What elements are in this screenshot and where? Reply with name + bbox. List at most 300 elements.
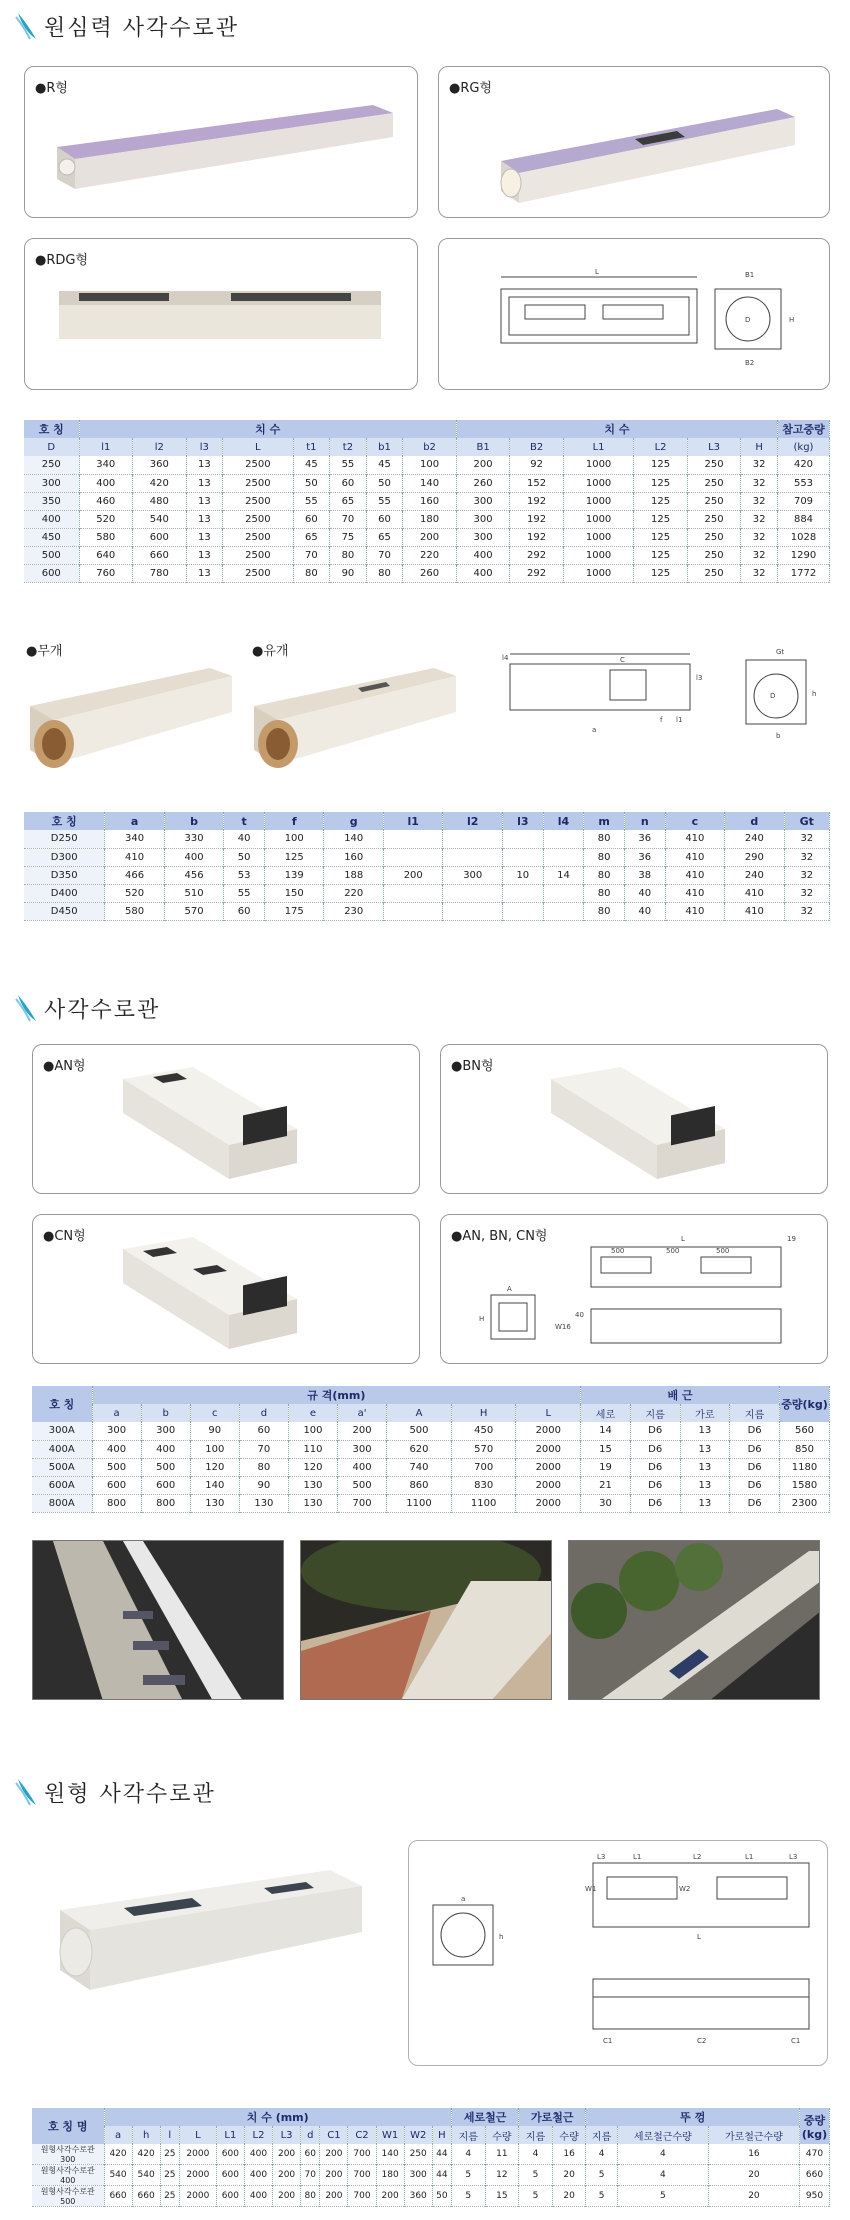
- col-header: h: [132, 2126, 160, 2144]
- table-cell: 300: [92, 1422, 141, 1440]
- table-cell: 125: [634, 528, 688, 546]
- rdg-channel-image: [41, 283, 401, 383]
- r-channel-image: [43, 87, 403, 207]
- svg-text:H: H: [789, 316, 795, 324]
- table-cell: 600A: [32, 1476, 92, 1494]
- table-cell: 400: [244, 2165, 272, 2186]
- svg-text:l1: l1: [676, 716, 683, 724]
- svg-text:L3: L3: [597, 1853, 606, 1861]
- svg-text:C: C: [620, 656, 625, 664]
- svg-text:D: D: [745, 316, 751, 324]
- table-cell: 20: [552, 2186, 586, 2207]
- table-cell: [543, 902, 584, 920]
- table-cell: 400: [92, 1440, 141, 1458]
- table-cell: 15: [485, 2186, 519, 2207]
- table-cell: 65: [330, 492, 367, 510]
- table-cell: 360: [404, 2186, 432, 2207]
- table-cell: 456: [164, 866, 224, 884]
- table-cell: 32: [741, 564, 778, 582]
- table-cell: 32: [784, 884, 829, 902]
- table-cell: 660: [132, 2186, 160, 2207]
- drawing-card-cn: [440, 1214, 828, 1364]
- table-cell: 410: [105, 848, 165, 866]
- table-cell: 80: [584, 866, 625, 884]
- table-cell: 130: [239, 1494, 288, 1512]
- col-header: t: [224, 812, 265, 830]
- table-cell: 200: [273, 2144, 301, 2165]
- table-cell: 12: [485, 2165, 519, 2186]
- svg-text:19: 19: [787, 1235, 796, 1243]
- col-header: C1: [320, 2126, 348, 2144]
- table-cell: 410: [725, 902, 785, 920]
- table-cell: 220: [324, 884, 384, 902]
- table-cell: 32: [784, 902, 829, 920]
- svg-text:l3: l3: [696, 674, 703, 682]
- table-cell: 5: [451, 2165, 485, 2186]
- table-cell: 540: [132, 2165, 160, 2186]
- svg-text:W2: W2: [679, 1885, 691, 1893]
- table-cell: 1000: [563, 510, 633, 528]
- product-label: ●CN형: [43, 1229, 86, 1244]
- table-row: [24, 474, 830, 492]
- table-cell: 80: [239, 1458, 288, 1476]
- table-cell: 60: [293, 510, 330, 528]
- table-cell: [502, 848, 543, 866]
- table-cell: 140: [190, 1476, 239, 1494]
- table-cell: 250: [687, 492, 741, 510]
- table-cell: 300: [456, 492, 510, 510]
- col-header: c: [190, 1404, 239, 1422]
- table-cell: 400: [164, 848, 224, 866]
- table-cell: 850: [780, 1440, 830, 1458]
- product-card-bn: [440, 1044, 828, 1194]
- table-cell: D300: [24, 848, 105, 866]
- table-cell: [383, 884, 443, 902]
- table-cell: 950: [800, 2186, 830, 2207]
- table-cell: 553: [778, 474, 830, 492]
- table-cell: 200: [320, 2165, 348, 2186]
- table-cell: 25: [160, 2186, 179, 2207]
- table-cell: 400: [141, 1440, 190, 1458]
- table-cell: D250: [24, 830, 105, 848]
- table-cell: 580: [79, 528, 133, 546]
- col-header: 가로철근수량: [708, 2126, 799, 2144]
- svg-text:Gt: Gt: [776, 648, 785, 656]
- table-cell: 1000: [563, 456, 633, 474]
- section-title-1: [14, 8, 239, 44]
- table-cell: 410: [665, 848, 725, 866]
- table-cell: 80: [366, 564, 403, 582]
- table-cell: 50: [293, 474, 330, 492]
- table-cell: 125: [634, 564, 688, 582]
- table-cell: D6: [630, 1422, 680, 1440]
- table-cell: 410: [665, 866, 725, 884]
- col-header: L2: [634, 438, 688, 456]
- table-cell: 292: [510, 564, 564, 582]
- col-header: e: [288, 1404, 337, 1422]
- table-cell: 140: [324, 830, 384, 848]
- swoosh-icon: [14, 1777, 40, 1807]
- table-cell: 800: [141, 1494, 190, 1512]
- table-cell: [443, 848, 503, 866]
- svg-text:L: L: [681, 1235, 685, 1243]
- table-cell: 13: [186, 564, 223, 582]
- table-cell: 13: [186, 546, 223, 564]
- table-cell: 500A: [32, 1458, 92, 1476]
- table-cell: 300: [456, 528, 510, 546]
- table-cell: D6: [730, 1494, 780, 1512]
- col-header: b: [141, 1404, 190, 1422]
- svg-text:B2: B2: [745, 359, 755, 367]
- product-label: ●AN형: [43, 1059, 86, 1074]
- table-row: [24, 546, 830, 564]
- table-cell: 19: [581, 1458, 631, 1476]
- label-mugae: ●무개: [26, 644, 63, 659]
- table-cell: 45: [366, 456, 403, 474]
- table-cell: 830: [451, 1476, 516, 1494]
- table-row: [32, 1440, 830, 1458]
- table-cell: 460: [79, 492, 133, 510]
- table-cell: 100: [288, 1422, 337, 1440]
- table-cell: 36: [624, 848, 665, 866]
- svg-text:H: H: [479, 1315, 485, 1323]
- table-cell: 400: [244, 2144, 272, 2165]
- col-header: l1: [383, 812, 443, 830]
- table-cell: 192: [510, 528, 564, 546]
- table-cell: 400: [24, 510, 79, 528]
- table-cell: 300: [404, 2165, 432, 2186]
- col-header: 수량: [485, 2126, 519, 2144]
- table-row: [32, 1458, 830, 1476]
- table-cell: 16: [552, 2144, 586, 2165]
- table-row: [24, 866, 830, 884]
- table-cell: 60: [301, 2144, 320, 2165]
- svg-text:l4: l4: [502, 654, 509, 662]
- table-cell: 32: [784, 830, 829, 848]
- table-cell: 520: [105, 884, 165, 902]
- col-header: b2: [403, 438, 457, 456]
- table-cell: 70: [366, 546, 403, 564]
- bn-channel-image: [541, 1059, 781, 1189]
- col-header: a: [92, 1404, 141, 1422]
- table-cell: 60: [239, 1422, 288, 1440]
- col-group-dim: 치 수 (mm): [104, 2108, 451, 2126]
- table-cell: 250: [687, 546, 741, 564]
- table-cell: 570: [164, 902, 224, 920]
- svg-text:500: 500: [716, 1247, 730, 1255]
- yugae-channel-image: [248, 660, 468, 780]
- svg-text:L: L: [595, 268, 599, 276]
- col-header: a': [338, 1404, 387, 1422]
- table-cell: 80: [584, 830, 625, 848]
- table-cell: 4: [519, 2144, 553, 2165]
- table-row: [24, 456, 830, 474]
- table-cell: D6: [730, 1440, 780, 1458]
- table-cell: 50: [366, 474, 403, 492]
- table-cell: [383, 830, 443, 848]
- col-header-weight: 참고중량: [778, 420, 830, 438]
- table-cell: 125: [264, 848, 324, 866]
- table-cell: 13: [186, 492, 223, 510]
- table-cell: 125: [634, 474, 688, 492]
- table-cell: 700: [338, 1494, 387, 1512]
- table-cell: 780: [133, 564, 187, 582]
- table-cell: 2500: [223, 528, 293, 546]
- svg-text:b: b: [776, 732, 781, 740]
- table-cell: 180: [376, 2165, 404, 2186]
- table-row: [32, 1422, 830, 1440]
- table-cell: 540: [104, 2165, 132, 2186]
- table-cell: 20: [708, 2186, 799, 2207]
- table-cell: 760: [79, 564, 133, 582]
- col-header: L3: [687, 438, 741, 456]
- section-title-text: 원형 사각수로관: [44, 1781, 216, 1807]
- table-cell: 230: [324, 902, 384, 920]
- table-cell: 140: [376, 2144, 404, 2165]
- svg-text:40: 40: [575, 1311, 584, 1319]
- col-header-name: 호 칭: [32, 1386, 92, 1422]
- col-header: g: [324, 812, 384, 830]
- table-cell: 60: [224, 902, 265, 920]
- table-cell: 4: [586, 2144, 617, 2165]
- col-header: 지름: [519, 2126, 553, 2144]
- svg-text:500: 500: [611, 1247, 625, 1255]
- col-header: C2: [348, 2126, 376, 2144]
- channel-drawing-1b: [500, 640, 830, 750]
- table-cell: D6: [730, 1458, 780, 1476]
- table-cell: 600: [216, 2144, 244, 2165]
- table-cell: 300A: [32, 1422, 92, 1440]
- table-cell: 36: [624, 830, 665, 848]
- table-cell: [383, 902, 443, 920]
- table-cell: 2000: [516, 1422, 581, 1440]
- table-cell: 340: [79, 456, 133, 474]
- col-header: l1: [79, 438, 133, 456]
- product-card-an: [32, 1044, 420, 1194]
- table-cell: 70: [301, 2165, 320, 2186]
- table-cell: 200: [456, 456, 510, 474]
- col-header: H: [741, 438, 778, 456]
- svg-text:a: a: [461, 1895, 466, 1903]
- table-row: [24, 528, 830, 546]
- section-title-2: [14, 990, 160, 1026]
- table-cell: 400A: [32, 1440, 92, 1458]
- table-cell: 70: [239, 1440, 288, 1458]
- table-cell: 600: [133, 528, 187, 546]
- col-header: l4: [543, 812, 584, 830]
- col-header: L1: [563, 438, 633, 456]
- table-cell: 1000: [563, 528, 633, 546]
- table-cell: 400: [79, 474, 133, 492]
- table-cell: 2000: [179, 2144, 216, 2165]
- table-cell: 660: [133, 546, 187, 564]
- table-cell: D6: [730, 1422, 780, 1440]
- table-row: [24, 492, 830, 510]
- table-cell: 45: [293, 456, 330, 474]
- svg-text:f: f: [660, 716, 663, 724]
- table-cell: 2000: [179, 2165, 216, 2186]
- svg-text:L1: L1: [633, 1853, 642, 1861]
- col-header: 세로: [581, 1404, 631, 1422]
- col-header: t2: [330, 438, 367, 456]
- table-cell: 420: [778, 456, 830, 474]
- svg-text:C1: C1: [791, 2037, 801, 2045]
- table-cell: 192: [510, 492, 564, 510]
- label-yugae: ●유개: [252, 644, 289, 659]
- product-label: ●BN형: [451, 1059, 494, 1074]
- table-cell: 620: [387, 1440, 452, 1458]
- table-cell: 2500: [223, 564, 293, 582]
- svg-text:B1: B1: [745, 271, 755, 279]
- col-header: a: [105, 812, 165, 830]
- col-header: l: [160, 2126, 179, 2144]
- table-cell: 2500: [223, 492, 293, 510]
- table-cell: 500: [387, 1422, 452, 1440]
- col-header-name: 호 칭: [24, 420, 79, 438]
- table-cell: 110: [288, 1440, 337, 1458]
- table-cell: 20: [552, 2165, 586, 2186]
- table-cell: 260: [403, 564, 457, 582]
- table-row: [24, 902, 830, 920]
- table-cell: 250: [687, 474, 741, 492]
- table-cell: 660: [800, 2165, 830, 2186]
- svg-text:C2: C2: [697, 2037, 707, 2045]
- table-row: [32, 2144, 830, 2165]
- table-cell: 540: [133, 510, 187, 528]
- drawing-card-r: [438, 238, 830, 390]
- table-cell: 420: [132, 2144, 160, 2165]
- table-cell: [502, 884, 543, 902]
- table-cell: 139: [264, 866, 324, 884]
- table-cell: D450: [24, 902, 105, 920]
- table-cell: 470: [800, 2144, 830, 2165]
- col-header: f: [264, 812, 324, 830]
- rg-channel-image: [459, 91, 819, 211]
- table-cell: 700: [451, 1458, 516, 1476]
- col-group-spec: 규 격(mm): [92, 1386, 581, 1404]
- section-title-3: [14, 1774, 216, 1810]
- col-header-name-sub: D: [24, 438, 79, 456]
- table-cell: 25: [160, 2165, 179, 2186]
- table-cell: 14: [581, 1422, 631, 1440]
- table-cell: D6: [630, 1476, 680, 1494]
- col-header: 호 칭: [24, 812, 105, 830]
- col-header: L1: [216, 2126, 244, 2144]
- col-header: A: [387, 1404, 452, 1422]
- table-cell: 32: [784, 848, 829, 866]
- table-cell: [543, 848, 584, 866]
- col-header: l2: [443, 812, 503, 830]
- col-header: 세로철근수량: [617, 2126, 708, 2144]
- table-cell: 200: [273, 2165, 301, 2186]
- table-cell: 80: [293, 564, 330, 582]
- table-cell: 55: [330, 456, 367, 474]
- col-header-weight: 중량(kg): [780, 1386, 830, 1422]
- table-row: [32, 2186, 830, 2207]
- table-cell: 660: [104, 2186, 132, 2207]
- cn-channel-image: [113, 1229, 353, 1359]
- table-cell: [543, 830, 584, 848]
- col-header: W2: [404, 2126, 432, 2144]
- table-cell: 400: [456, 564, 510, 582]
- col-header: 지름: [730, 1404, 780, 1422]
- table-cell: 38: [624, 866, 665, 884]
- table-cell: [383, 848, 443, 866]
- table-cell: 40: [624, 884, 665, 902]
- table-cell: 32: [741, 456, 778, 474]
- table-cell: 500: [141, 1458, 190, 1476]
- col-group-v-rebar: 세로철근: [451, 2108, 518, 2126]
- svg-text:D: D: [770, 692, 776, 700]
- table-row: [24, 510, 830, 528]
- table-cell: 원형사각수로관 300: [32, 2144, 104, 2165]
- table-cell: 200: [320, 2144, 348, 2165]
- table-row: [24, 848, 830, 866]
- table-cell: 300: [456, 510, 510, 528]
- svg-text:L3: L3: [789, 1853, 798, 1861]
- col-group-dim-b: 치 수: [456, 420, 777, 438]
- table-cell: 20: [708, 2165, 799, 2186]
- table-cell: 240: [725, 866, 785, 884]
- table-cell: 70: [293, 546, 330, 564]
- spec-table-4: [32, 2108, 830, 2207]
- table-cell: 1000: [563, 492, 633, 510]
- col-header: l3: [502, 812, 543, 830]
- table-cell: 290: [725, 848, 785, 866]
- table-cell: 40: [624, 902, 665, 920]
- col-header: l3: [186, 438, 223, 456]
- table-cell: 500: [24, 546, 79, 564]
- col-header: H: [432, 2126, 451, 2144]
- table-cell: 32: [741, 546, 778, 564]
- col-header: n: [624, 812, 665, 830]
- table-cell: 152: [510, 474, 564, 492]
- table-cell: 13: [186, 528, 223, 546]
- table-cell: [502, 902, 543, 920]
- table-cell: 65: [366, 528, 403, 546]
- table-cell: 800: [92, 1494, 141, 1512]
- table-cell: 100: [403, 456, 457, 474]
- table-cell: 2000: [516, 1458, 581, 1476]
- table-cell: 1290: [778, 546, 830, 564]
- table-cell: 640: [79, 546, 133, 564]
- product-card-rdg: [24, 238, 418, 390]
- table-cell: 410: [725, 884, 785, 902]
- col-header: 지름: [630, 1404, 680, 1422]
- table-cell: 4: [617, 2165, 708, 2186]
- table-cell: 25: [160, 2144, 179, 2165]
- col-header: 지름: [586, 2126, 617, 2144]
- table-cell: 175: [264, 902, 324, 920]
- table-cell: D6: [630, 1440, 680, 1458]
- site-photo-2: [300, 1540, 552, 1700]
- product-card-cn: [32, 1214, 420, 1364]
- table-cell: 13: [186, 474, 223, 492]
- table-cell: 350: [24, 492, 79, 510]
- mugae-channel-image: [24, 660, 244, 780]
- table-cell: D400: [24, 884, 105, 902]
- table-row: [32, 1494, 830, 1512]
- table-cell: 21: [581, 1476, 631, 1494]
- svg-text:h: h: [812, 690, 817, 698]
- table-cell: 92: [510, 456, 564, 474]
- site-photo-3: [568, 1540, 820, 1700]
- table-cell: 32: [741, 474, 778, 492]
- table-cell: 1100: [451, 1494, 516, 1512]
- col-header: W1: [376, 2126, 404, 2144]
- table-cell: 5: [519, 2165, 553, 2186]
- table-cell: 292: [510, 546, 564, 564]
